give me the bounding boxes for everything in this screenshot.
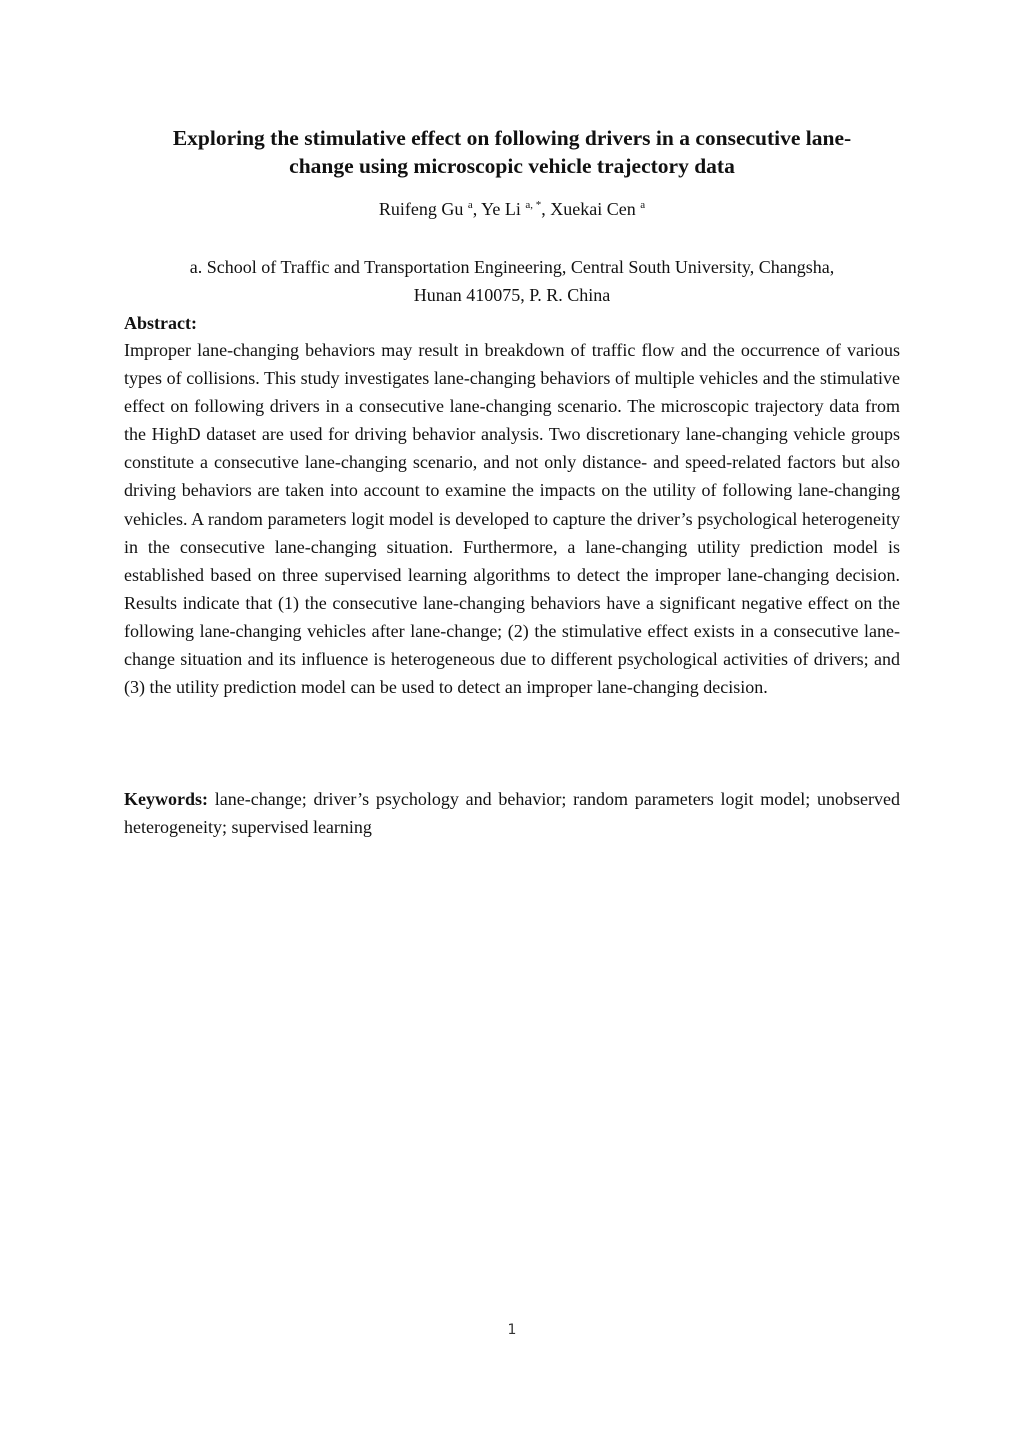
abstract-body: Improper lane-changing behaviors may result in breakdown of traffic flow and the occurrence of various types of collisions. This study investigates lane-changing behaviors of multiple vehicles and the stimulative effect on following drivers in a consecutive lane-changing scenario. The microscopic trajectory data from the HighD dataset are used for driving behavior analysis. Two discretionary lane-changing vehicle groups constitute a consecutive lane-changing scenario, and not only distance- and speed-related factors but also driving behaviors are taken into account to examine the impacts on the utility of following lane-changing vehicles. A random parameters logit model is developed to capture the driver’s psychological heterogeneity in the consecutive lane-changing situation. Furthermore, a lane-changing utility prediction model is established based on three supervised learning algorithms to detect the improper lane-changing decision. Results indicate that (1) the consecutive lane-changing behaviors have a significant negative effect on the following lane-changing vehicles after lane-change; (2) the stimulative effect exists in a consecutive lane-change situation and its influence is heterogeneous due to different psychological activities of drivers; and (3) the utility prediction model can be used to detect an improper lane-changing decision. (124, 340, 900, 698)
author-name: Ruifeng Gu (378, 199, 464, 219)
paper-title (110, 124, 914, 180)
title-line-1: Exploring the stimulative effect on following drivers in a consecutive lane- (172, 126, 852, 150)
page-number: 1 (507, 1322, 517, 1338)
keywords (124, 785, 900, 841)
author-separator: , (541, 199, 551, 219)
author-name: Xuekai Cen (550, 199, 636, 219)
author-name: Ye Li (481, 199, 521, 219)
author-list (110, 196, 914, 222)
title-line-2: change using microscopic vehicle trajectory data (289, 154, 735, 178)
author-affiliation-mark: a (467, 199, 473, 211)
author-separator: , (472, 199, 482, 219)
author-affiliation-mark: a, * (525, 199, 542, 211)
affiliation-line-1: a. School of Traffic and Transportation Engineering, Central South University, Changsha, (189, 257, 835, 277)
affiliation-line-2: Hunan 410075, P. R. China (413, 285, 611, 305)
abstract-heading: Abstract: (124, 313, 197, 333)
affiliation (110, 253, 914, 309)
author-affiliation-mark: a (640, 199, 646, 211)
keywords-text: lane-change; driver’s psychology and behavior; random parameters logit model; unobserved heterogeneity; supervised learning (124, 789, 900, 838)
keywords-label: Keywords: (124, 789, 208, 809)
